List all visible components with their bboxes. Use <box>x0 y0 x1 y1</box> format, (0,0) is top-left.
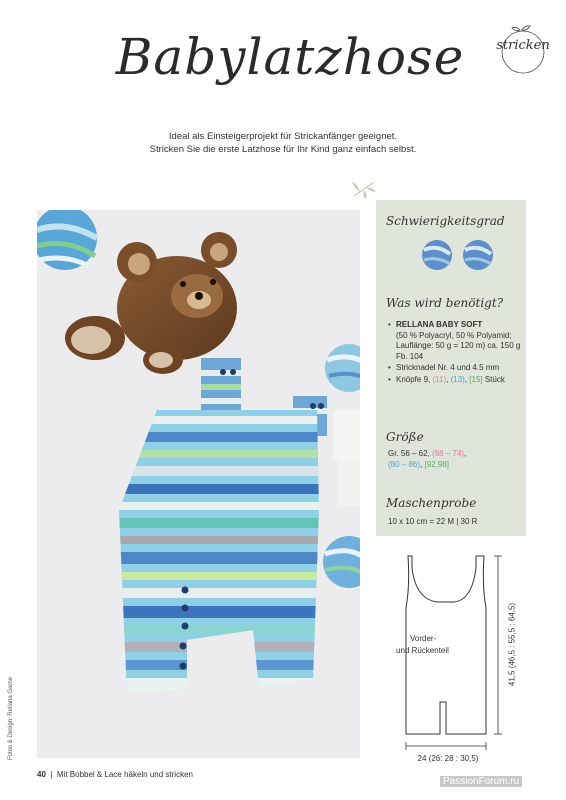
photo-credit: Fotos & Design: Rellana Garne <box>8 676 14 760</box>
page-footer <box>37 770 193 779</box>
size-text: Gr. 56 – 62, (68 – 74), (80 – 86), [92,98] <box>388 449 467 469</box>
watermark: PassionForum.ru <box>440 776 522 787</box>
pattern-schematic <box>376 546 526 770</box>
intro-line-1: Ideal als Einsteigerprojekt für Strickanfänger geeignet. <box>168 131 398 142</box>
stricken-badge <box>494 24 552 74</box>
intro-line-2: Stricken Sie die erste Latzhose für Ihr Kind ganz einfach selbst. <box>149 144 417 155</box>
intro-text <box>100 130 466 156</box>
schematic-height: 41,5 (46,5 : 55,5 : 64,5) <box>507 602 517 687</box>
gauge-heading: Maschenprobe <box>386 496 477 510</box>
material-buttons: • Knöpfe 9, (11), (13), [15] Stück <box>388 375 524 386</box>
material-needles: • Stricknadel Nr. 4 und 4.5 mm <box>388 363 524 374</box>
publication-name: Mit Bobbel & Lace häkeln und stricken <box>56 770 193 779</box>
material-yarn <box>388 320 524 362</box>
difficulty-heading: Schwierigkeitsgrad <box>386 214 505 228</box>
material-yarn-detail: (50 % Polyacryl, 50 % Polyamid; Lauflänge: 50 g = 120 m) ca. 150 g Fb. 104 <box>396 330 521 361</box>
material-yarn-name: RELLANA BABY SOFT <box>396 320 483 329</box>
yarn-label-1 <box>333 410 360 460</box>
schematic-width: 24 (26: 28 : 30,5) <box>417 754 479 763</box>
badge-label: stricken <box>496 38 550 53</box>
materials-heading: Was wird benötigt? <box>386 296 504 310</box>
page-number: 40 <box>37 770 46 779</box>
romper-illustration <box>37 210 360 758</box>
romper-outline-diagram <box>376 546 526 770</box>
schematic-piece-line2: und Rückenteil <box>396 646 449 655</box>
leaf-sprig-icon <box>350 178 378 200</box>
difficulty-yarn-icons <box>420 238 500 272</box>
materials-list <box>388 320 524 386</box>
gauge-value: 10 x 10 cm = 22 M | 30 R <box>388 517 478 526</box>
schematic-piece-line1: Vorder- <box>410 634 437 643</box>
yarn-label-2 <box>337 460 360 506</box>
size-heading: Größe <box>386 430 424 444</box>
info-sidebar <box>376 200 526 536</box>
page-title: Babylatzhose <box>115 28 465 86</box>
product-photo <box>37 210 360 758</box>
footer-separator: | <box>50 770 53 779</box>
